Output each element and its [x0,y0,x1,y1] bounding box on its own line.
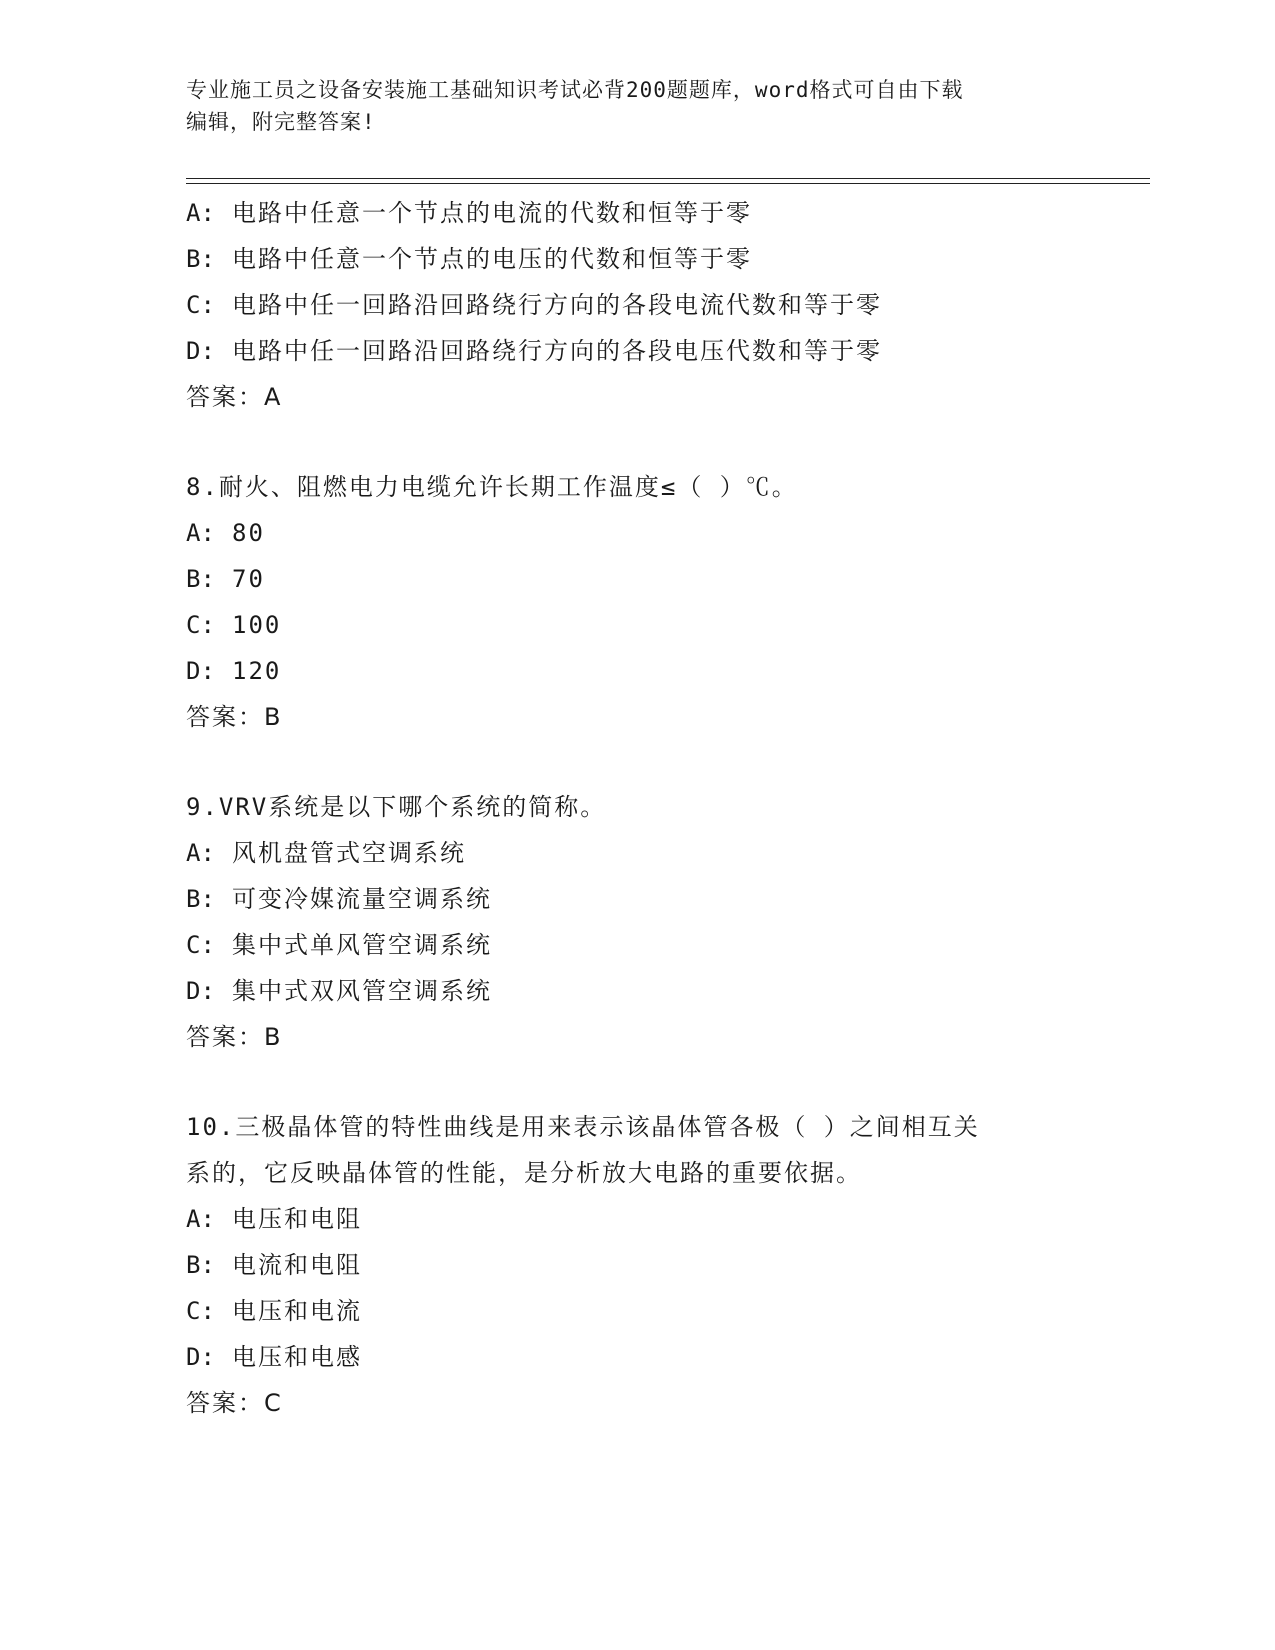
option-text: 可变冷媒流量空调系统 [232,885,492,913]
option-letter: C: [186,1297,215,1325]
question-text: 8.耐火、阻燃电力电缆允许长期工作温度≤（ ）℃。 [186,473,798,501]
header-divider-top [186,178,1150,179]
option-a [186,190,1146,236]
option-text: 集中式双风管空调系统 [232,977,492,1005]
option-letter: C: [186,931,215,959]
option-letter: C: [186,291,215,319]
option-text: 80 [232,519,265,547]
option-text: 电路中任一回路沿回路绕行方向的各段电压代数和等于零 [232,337,882,365]
header-line-2: 编辑，附完整答案! [186,110,376,134]
option-letter: A: [186,1205,215,1233]
question-10 [186,1104,1146,1426]
option-b [186,1242,1146,1288]
option-text: 120 [232,657,282,685]
option-text: 70 [232,565,265,593]
option-a [186,830,1146,876]
answer: 答案：B [186,1023,283,1051]
option-a [186,1196,1146,1242]
option-letter: B: [186,245,215,273]
option-letter: C: [186,611,215,639]
option-c [186,1288,1146,1334]
option-text: 电压和电阻 [232,1205,362,1233]
header-line-1: 专业施工员之设备安装施工基础知识考试必背200题题库，word格式可自由下载 [186,78,964,102]
question-text-line-1: 10.三极晶体管的特性曲线是用来表示该晶体管各极（ ）之间相互关 [186,1113,980,1141]
option-c [186,922,1146,968]
option-letter: A: [186,199,215,227]
question-list [186,190,1146,1426]
question-text: 9.VRV系统是以下哪个系统的简称。 [186,793,607,821]
option-b [186,236,1146,282]
option-letter: B: [186,565,215,593]
option-c [186,602,1146,648]
option-letter: B: [186,1251,215,1279]
question-9 [186,784,1146,1060]
option-letter: D: [186,977,215,1005]
option-text: 电压和电流 [232,1297,362,1325]
option-a [186,510,1146,556]
option-text: 风机盘管式空调系统 [232,839,466,867]
option-letter: A: [186,839,215,867]
option-d [186,648,1146,694]
option-b [186,556,1146,602]
option-text: 电路中任意一个节点的电压的代数和恒等于零 [232,245,752,273]
header-divider-bottom [186,183,1150,184]
option-text: 集中式单风管空调系统 [232,931,492,959]
option-letter: B: [186,885,215,913]
option-text: 电流和电阻 [232,1251,362,1279]
document-header [186,74,1066,138]
option-d [186,968,1146,1014]
option-letter: A: [186,519,215,547]
answer: 答案：A [186,383,283,411]
option-text: 电压和电感 [232,1343,362,1371]
option-letter: D: [186,337,215,365]
option-b [186,876,1146,922]
option-d [186,1334,1146,1380]
question-7 [186,190,1146,420]
option-d [186,328,1146,374]
question-text-line-2: 系的，它反映晶体管的性能，是分析放大电路的重要依据。 [186,1159,862,1187]
option-text: 电路中任意一个节点的电流的代数和恒等于零 [232,199,752,227]
answer: 答案：C [186,1389,283,1417]
option-text: 100 [232,611,282,639]
option-letter: D: [186,657,215,685]
option-letter: D: [186,1343,215,1371]
option-text: 电路中任一回路沿回路绕行方向的各段电流代数和等于零 [232,291,882,319]
option-c [186,282,1146,328]
answer: 答案：B [186,703,283,731]
question-8 [186,464,1146,740]
